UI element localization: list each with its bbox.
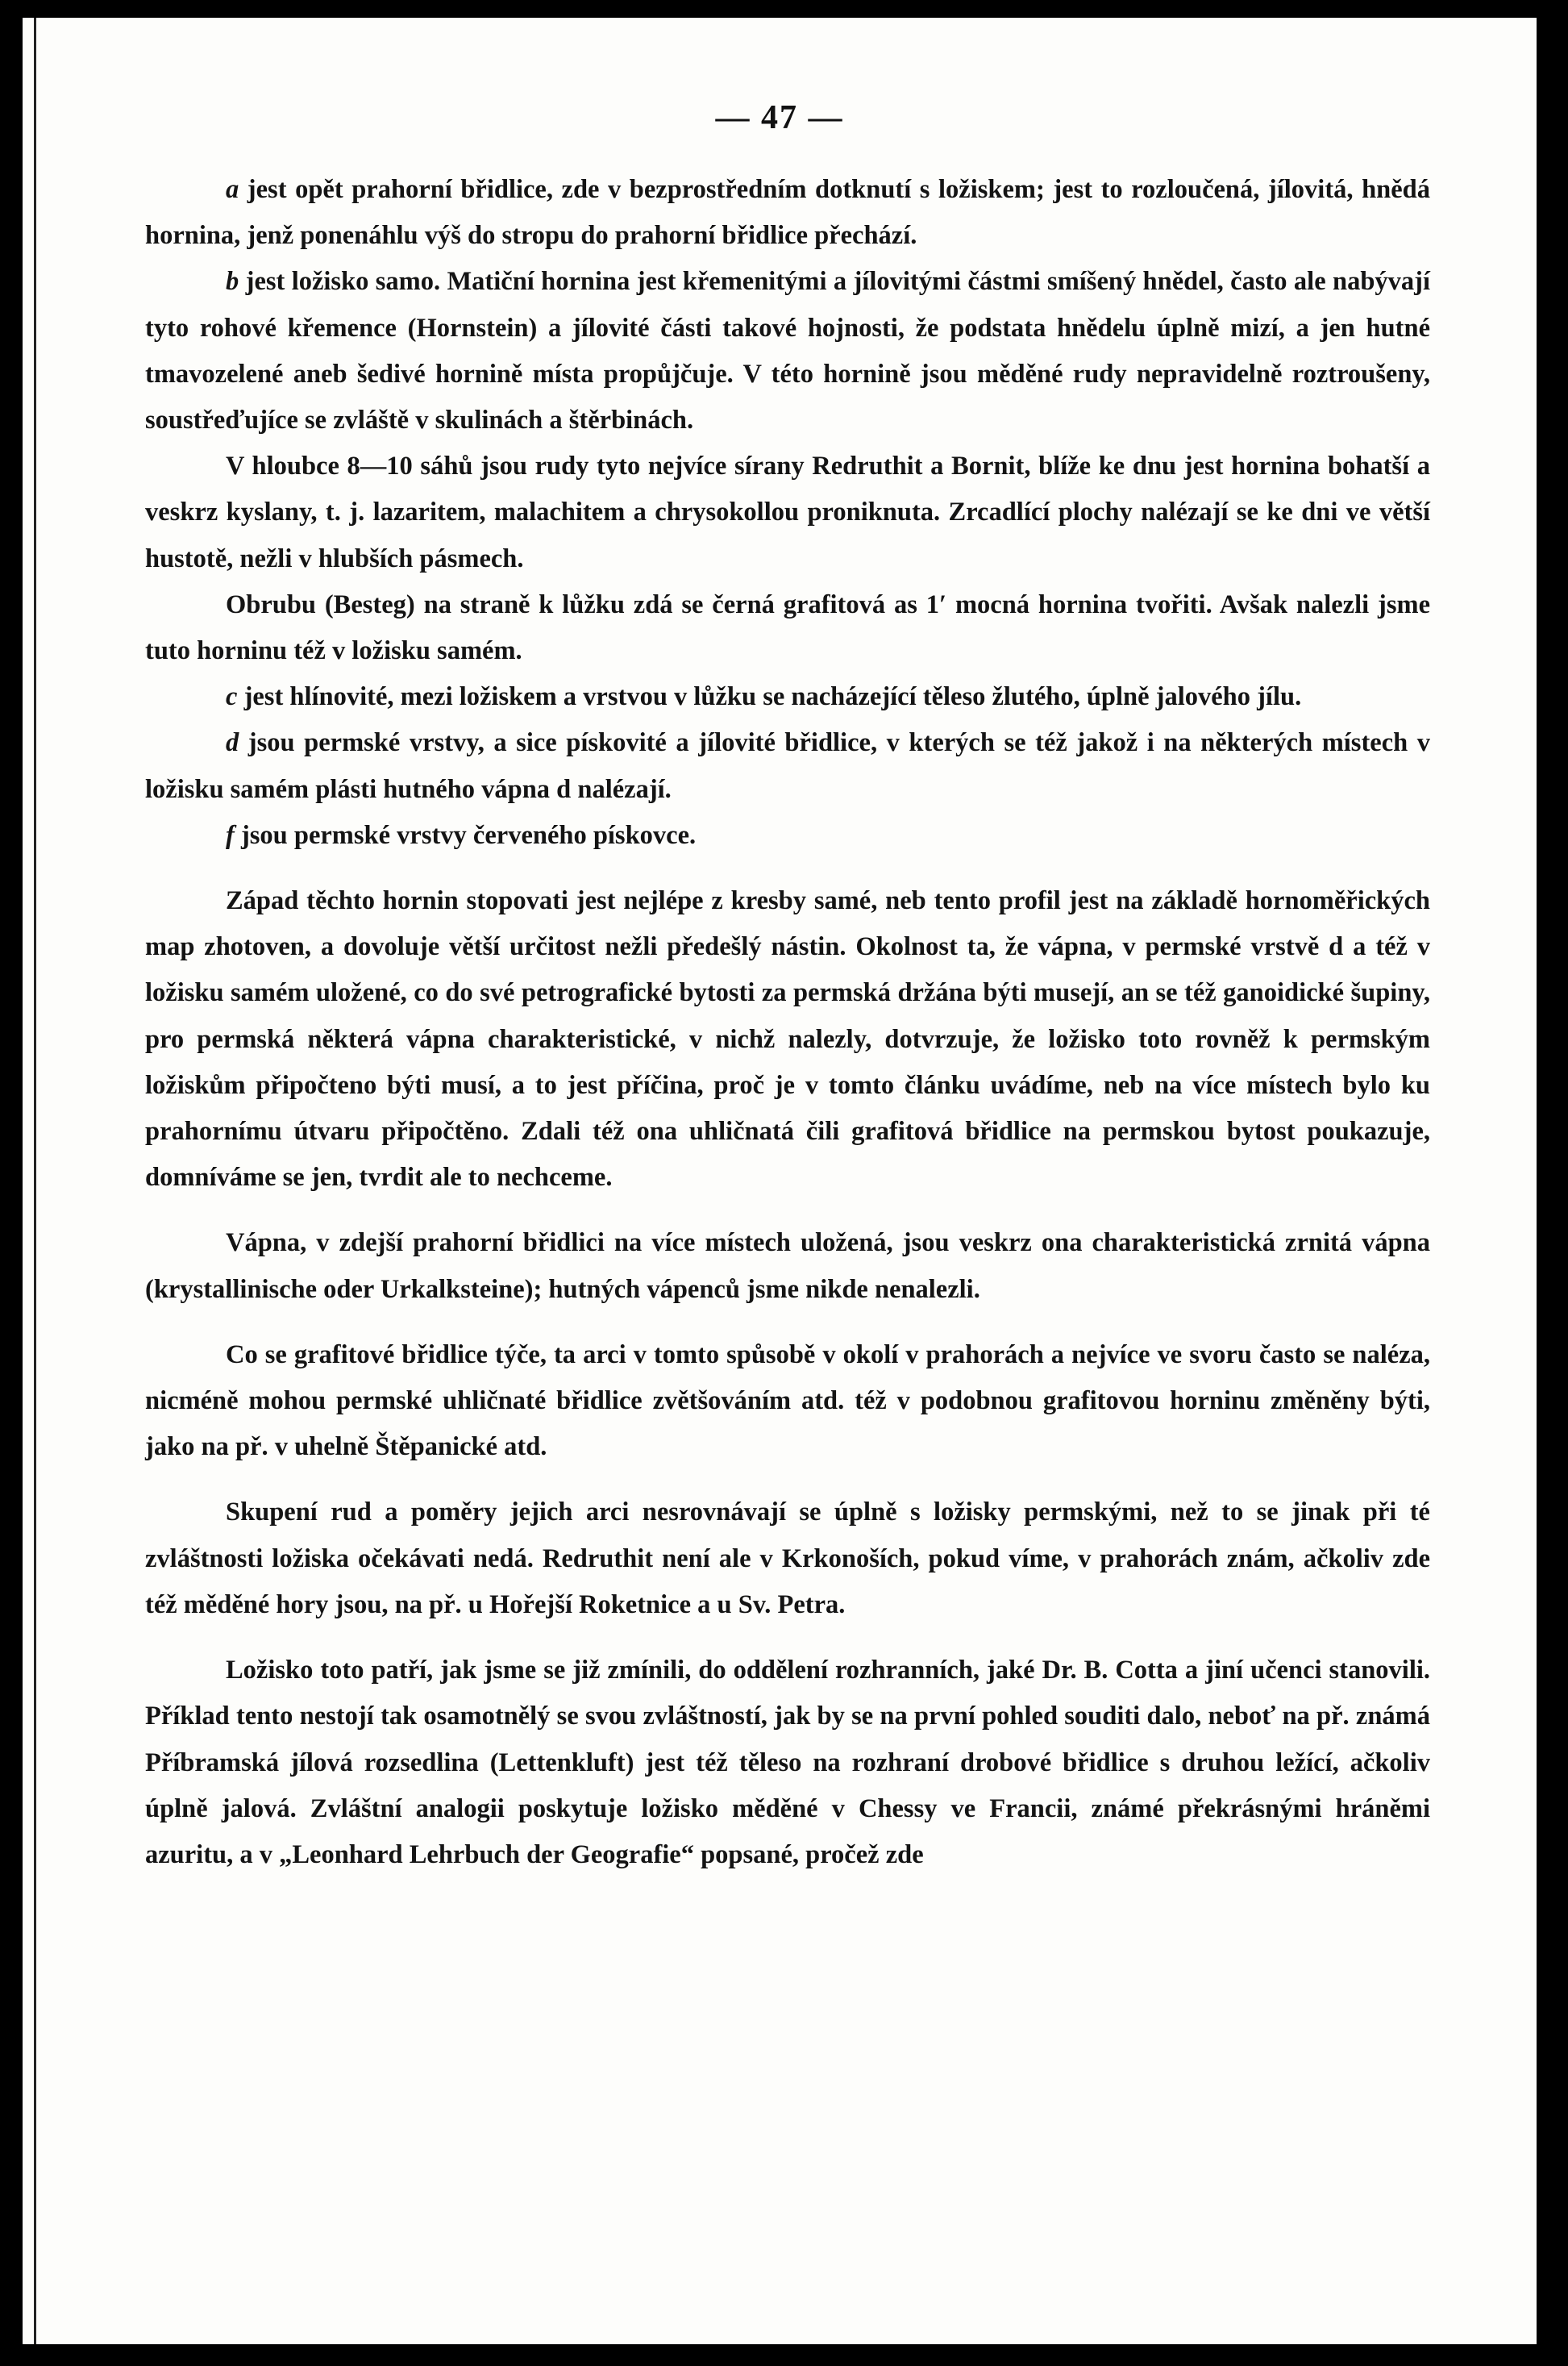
paragraph-text: jest opět prahorní břidlice, zde v bezprostředním dotknutí s ložiskem; jest to rozloučená, jílovitá, hnědá hornina, jenž ponenáhlu výš do stropu do prahorní břidlice přechází. [145, 175, 1430, 251]
book-page [23, 18, 1537, 2344]
page-number: — 47 — [715, 99, 844, 136]
label-f: f [226, 820, 235, 850]
paragraph-f [145, 813, 1430, 859]
paragraph-zapad [145, 878, 1430, 1201]
paragraph-b [145, 259, 1430, 444]
paragraph-text: jest hlínovité, mezi ložiskem a vrstvou v lůžku se nacházející těleso žlutého, úplně jalového jílu. [237, 682, 1302, 712]
paragraph-text: jsou permské vrstvy červeného pískovce. [234, 820, 697, 850]
label-a: a [226, 175, 239, 204]
label-c: c [226, 682, 238, 712]
paragraph-text: jest ložisko samo. Matiční hornina jest křemenitými a jílovitými částmi smíšený hnědel, často ale nabývají tyto rohové křemence (Hornstein) a jílovité části takové hojnosti, že podstata hnědelu úplně mizí, a jen hutné tmavozelené aneb šedivé hornině místa propůjčuje. V této hornině jsou měděné rudy nepravidelně roztroušeny, soustřeďujíce se zvláště v skulinách a štěrbinách. [145, 267, 1430, 435]
paragraph-text: Vápna, v zdejší prahorní břidlici na více místech uložená, jsou veskrz ona charakteristická zrnitá vápna (krystallinische oder Urkalksteine); hutných vápenců jsme nikde nenalezli. [145, 1228, 1430, 1304]
binding-edge [34, 18, 36, 2344]
paragraph-lozisko [145, 1647, 1430, 1878]
paragraph-text: Co se grafitové břidlice týče, ta arci v tomto spůsobě v okolí v prahorách a nejvíce ve svoru často se naléza, nicméně mohou permské uhličnaté břidlice zvětšováním atd. též v podobnou grafitovou horninu změněny býti, jako na př. v uhelně Štěpanické atd. [145, 1339, 1430, 1462]
paragraph-grafit [145, 1332, 1430, 1471]
paragraph-vapna [145, 1220, 1430, 1312]
body-text [145, 167, 1430, 1878]
paragraph-skupeni [145, 1489, 1430, 1628]
paragraph-a [145, 167, 1430, 259]
paragraph-besteg [145, 582, 1430, 674]
paragraph-text: Ložisko toto patří, jak jsme se již zmínili, do oddělení rozhranních, jaké Dr. B. Cotta a jiní učenci stanovili. Příklad tento nestojí tak osamotnělý se svou zvláštností, jak by se na první pohled souditi dalo, neboť na př. známá Příbramská jílová rozsedlina (Lettenkluft) jest též těleso na rozhraní drobové břidlice s druhou ležící, ačkoliv úplně jalová. Zvláštní analogii poskytuje ložisko měděné v Chessy ve Francii, známé překrásnými hráněmi azuritu, a v „Leonhard Lehrbuch der Geografie“ popsané, pročež zde [145, 1656, 1430, 1869]
paragraph-text: Obrubu (Besteg) na straně k lůžku zdá se černá grafitová as 1′ mocná hornina tvořiti. Avšak nalezli jsme tuto horninu též v ložisku samém. [145, 589, 1430, 666]
paragraph-depth [145, 444, 1430, 582]
paragraph-text: Skupení rud a poměry jejich arci nesrovnávají se úplně s ložisky permskými, než to se jinak při té zvláštnosti ložiska očekávati nedá. Redruthit není ale v Krkonoších, pokud víme, v prahorách znám, ačkoliv zde též měděné hory jsou, na př. u Hořejší Roketnice a u Sv. Petra. [145, 1497, 1430, 1619]
paragraph-text: V hloubce 8—10 sáhů jsou rudy tyto nejvíce sírany Redruthit a Bornit, blíže ke dnu jest hornina bohatší a veskrz kyslany, t. j. lazaritem, malachitem a chrysokollou proniknuta. Zrcadlící plochy nalézají se ke dni ve větší hustotě, nežli v hlubších pásmech. [145, 452, 1430, 573]
paragraph-text: jsou permské vrstvy, a sice pískovité a jílovité břidlice, v kterých se též jakož i na některých místech v ložisku samém plásti hutného vápna d nalézají. [145, 728, 1430, 804]
paragraph-d [145, 720, 1430, 812]
label-d: d [226, 728, 239, 758]
paragraph-text: Západ těchto hornin stopovati jest nejlépe z kresby samé, neb tento profil jest na základě hornoměřických map zhotoven, a dovoluje větší určitost nežli předešlý nástin. Okolnost ta, že vápna, v permské vrstvě d a též v ložisku samém uložené, co do své petrografické bytosti za permská držána býti musejí, an se též ganoidické šupiny, pro permská některá vápna charakteristické, v nichž nalezly, dotvrzuje, že ložisko toto rovněž k permským ložiskům připočteno býti musí, a to jest příčina, proč je v tomto článku uvádíme, neb na více místech bylo ku prahornímu útvaru připočtěno. Zdali též ona uhličnatá čili grafitová břidlice na permskou bytost poukazuje, domníváme se jen, tvrdit ale to nechceme. [145, 886, 1430, 1193]
paragraph-c [145, 674, 1430, 720]
label-b: b [226, 267, 239, 297]
